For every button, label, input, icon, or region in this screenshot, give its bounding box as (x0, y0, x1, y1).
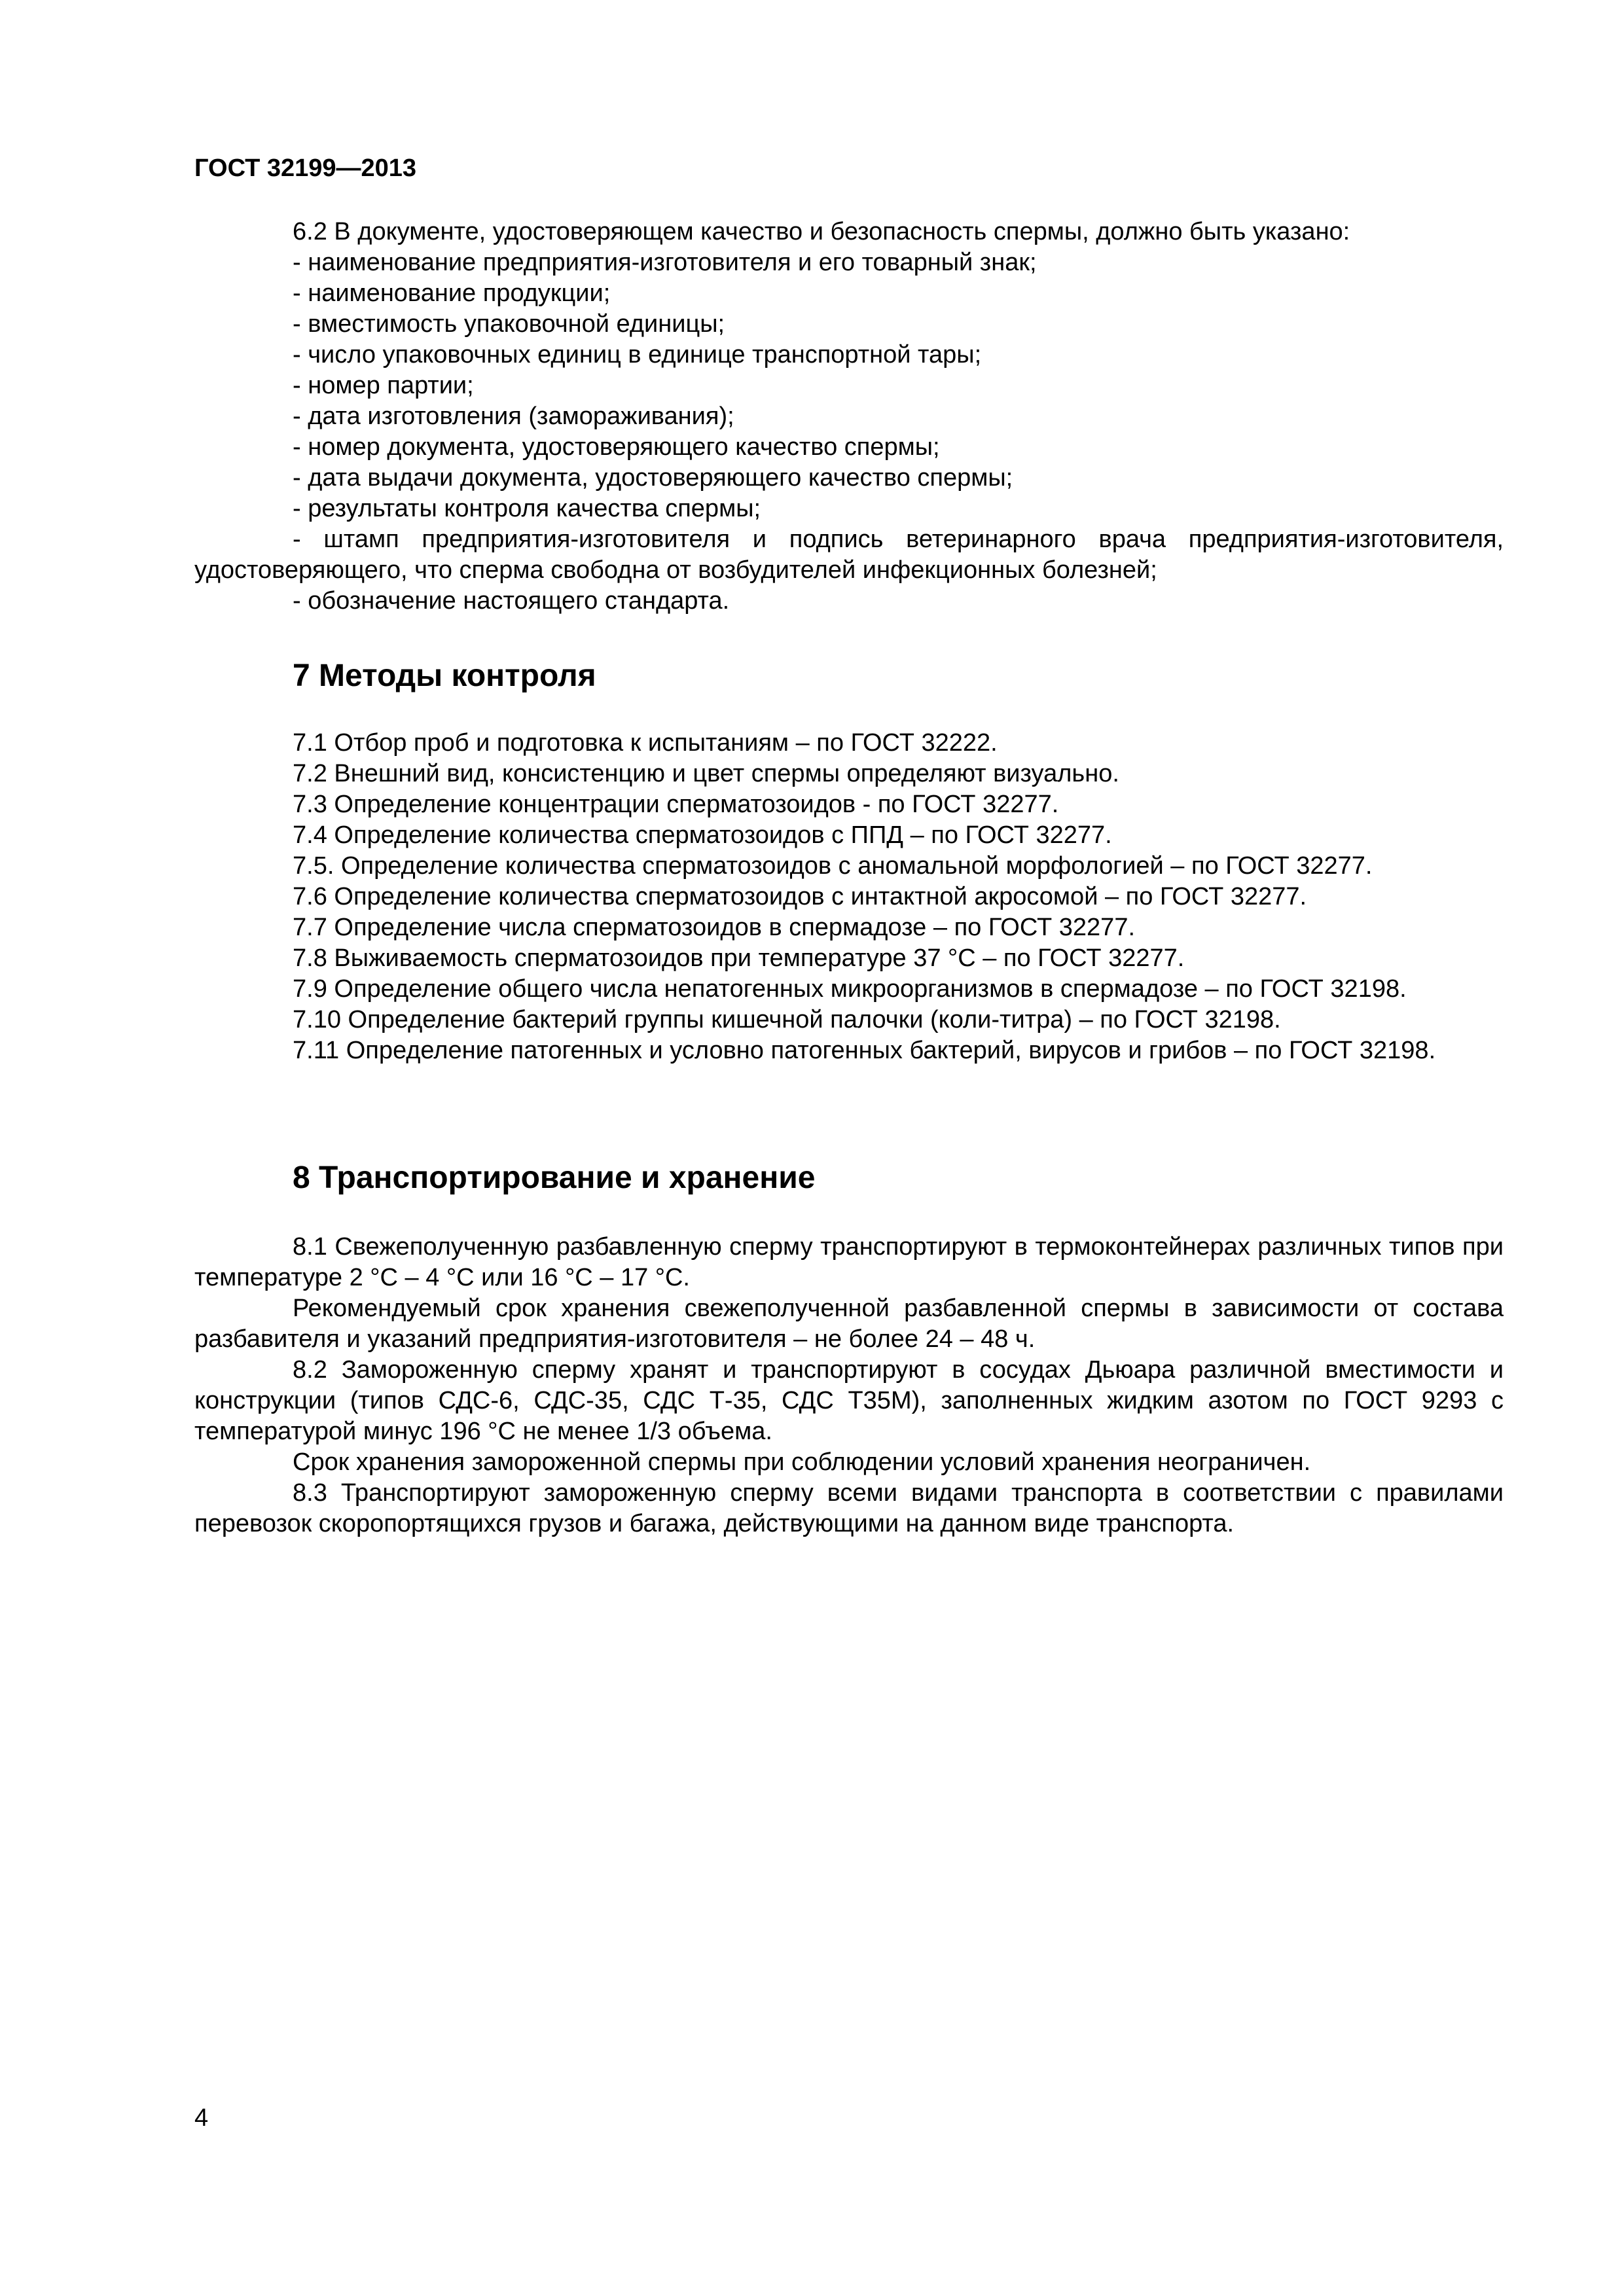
section-8-body (194, 1232, 1504, 1539)
list-item: 7.2 Внешний вид, консистенцию и цвет спермы определяют визуально. (293, 760, 1119, 787)
paragraph: Рекомендуемый срок хранения свежеполученной разбавленной спермы в зависимости от состава разбавителя и указаний предприятия-изготовителя – не более 24 – 48 ч. (194, 1295, 1504, 1353)
document-page (194, 0, 1504, 2296)
list-item: 7.4 Определение количества сперматозоидов с ППД – по ГОСТ 32277. (293, 821, 1112, 849)
section-6-2 (194, 217, 1504, 617)
list-item: - номер партии; (293, 372, 474, 399)
list-item: - число упаковочных единиц в единице транспортной тары; (293, 341, 982, 368)
running-title: ГОСТ 32199—2013 (194, 154, 417, 182)
list-item: - наименование продукции; (293, 279, 611, 307)
list-item: - дата выдачи документа, удостоверяющего качество спермы; (293, 464, 1013, 492)
list-item: 7.9 Определение общего числа непатогенных микроорганизмов в спермадозе – по ГОСТ 32198. (293, 975, 1407, 1003)
section-7-heading: 7 Методы контроля (293, 658, 596, 693)
list-item: - обозначение настоящего стандарта. (293, 587, 730, 615)
list-item: 7.3 Определение концентрации сперматозоидов - по ГОСТ 32277. (293, 791, 1059, 818)
list-item: 7.7 Определение числа сперматозоидов в спермадозе – по ГОСТ 32277. (293, 914, 1136, 941)
section-6-intro: 6.2 В документе, удостоверяющем качество и безопасность спермы, должно быть указано: (293, 218, 1350, 245)
list-item: - штамп предприятия-изготовителя и подпись ветеринарного врача предприятия-изготовителя, удостоверяющего, что сперма свободна от возбудителей инфекционных болезней; (194, 526, 1504, 584)
list-item: 7.1 Отбор проб и подготовка к испытаниям – по ГОСТ 32222. (293, 729, 998, 757)
paragraph: 8.3 Транспортируют замороженную сперму всеми видами транспорта в соответствии с правилами перевозок скоропортящихся грузов и багажа, действующими на данном виде транспорта. (194, 1479, 1504, 1537)
list-item: - наименование предприятия-изготовителя и его товарный знак; (293, 249, 1037, 276)
list-item: 7.8 Выживаемость сперматозоидов при температуре 37 °С – по ГОСТ 32277. (293, 944, 1185, 972)
paragraph: Срок хранения замороженной спермы при соблюдении условий хранения неограничен. (293, 1448, 1311, 1476)
paragraph: 8.1 Свежеполученную разбавленную сперму транспортируют в термоконтейнерах различных типов при температуре 2 °С – 4 °С или 16 °С – 17 °С. (194, 1233, 1504, 1291)
list-item: - вместимость упаковочной единицы; (293, 310, 725, 338)
page-number: 4 (194, 2104, 209, 2132)
list-item: 7.6 Определение количества сперматозоидов с интактной акросомой – по ГОСТ 32277. (293, 883, 1307, 910)
list-item: 7.10 Определение бактерий группы кишечной палочки (коли-титра) – по ГОСТ 32198. (293, 1006, 1281, 1033)
section-8-heading: 8 Транспортирование и хранение (293, 1160, 816, 1195)
section-7-body (194, 728, 1504, 1066)
paragraph: 8.2 Замороженную сперму хранят и транспортируют в сосудах Дьюара различной вместимости и конструкции (типов СДС-6, СДС-35, СДС Т-35, СДС Т35М), заполненных жидким азотом по ГОСТ 9293 с температурой минус 196 °С не менее 1/3 объема. (194, 1356, 1504, 1445)
list-item: 7.5. Определение количества сперматозоидов с аномальной морфологией – по ГОСТ 32277. (293, 852, 1373, 880)
list-item: - результаты контроля качества спермы; (293, 495, 761, 522)
list-item: 7.11 Определение патогенных и условно патогенных бактерий, вирусов и грибов – по ГОСТ 32198. (293, 1037, 1436, 1064)
list-item: - дата изготовления (замораживания); (293, 403, 734, 430)
list-item: - номер документа, удостоверяющего качество спермы; (293, 433, 940, 461)
